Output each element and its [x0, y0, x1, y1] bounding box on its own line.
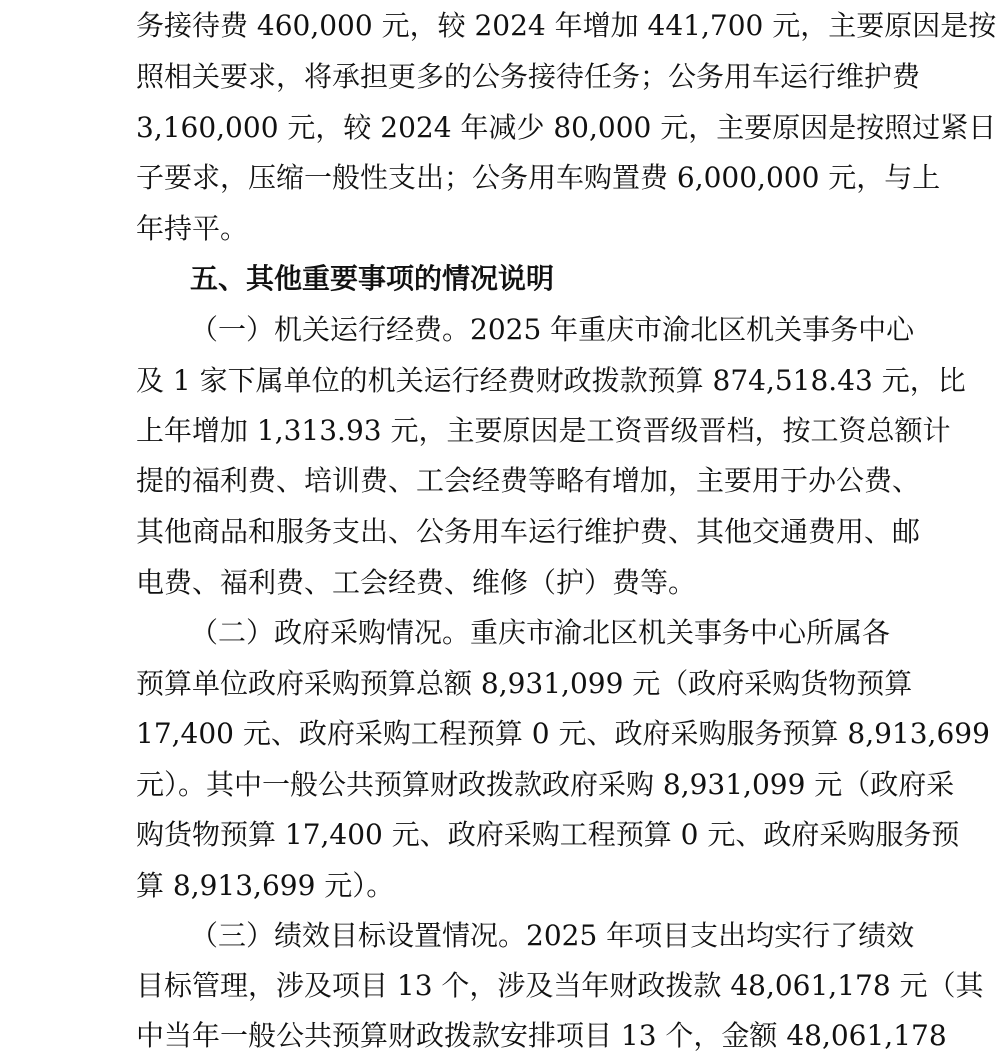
- text-line: 照相关要求，将承担更多的公务接待任务；公务用车运行维护费: [136, 60, 921, 93]
- text-line: 及 1 家下属单位的机关运行经费财政拨款预算 874,518.43 元，比: [136, 364, 966, 397]
- text-line: （三）绩效目标设置情况。2025 年项目支出均实行了绩效: [190, 919, 915, 952]
- text-line: 3,160,000 元，较 2024 年减少 80,000 元，主要原因是按照过紧日: [136, 111, 997, 144]
- text-line: 购货物预算 17,400 元、政府采购工程预算 0 元、政府采购服务预: [136, 818, 960, 851]
- text-line: 元）。其中一般公共预算财政拨款政府采购 8,931,099 元（政府采: [136, 768, 955, 801]
- text-line: 目标管理，涉及项目 13 个，涉及当年财政拨款 48,061,178 元（其: [136, 969, 984, 1002]
- section-heading: 五、其他重要事项的情况说明: [190, 262, 555, 295]
- text-line: 17,400 元、政府采购工程预算 0 元、政府采购服务预算 8,913,699: [136, 717, 990, 750]
- text-line: 子要求，压缩一般性支出；公务用车购置费 6,000,000 元，与上: [136, 161, 941, 194]
- text-line: （一）机关运行经费。2025 年重庆市渝北区机关事务中心: [190, 313, 915, 346]
- text-line: 年持平。: [136, 212, 249, 245]
- text-line: 中当年一般公共预算财政拨款安排项目 13 个，金额 48,061,178: [136, 1019, 947, 1052]
- text-line: 算 8,913,699 元）。: [136, 869, 395, 902]
- text-line: 提的福利费、培训费、工会经费等略有增加，主要用于办公费、: [136, 464, 921, 497]
- text-line: 务接待费 460,000 元，较 2024 年增加 441,700 元，主要原因是按: [136, 9, 997, 42]
- text-line: 上年增加 1,313.93 元，主要原因是工资晋级晋档，按工资总额计: [136, 414, 951, 447]
- text-line: 其他商品和服务支出、公务用车运行维护费、其他交通费用、邮: [136, 515, 921, 548]
- text-line: 电费、福利费、工会经费、维修（护）费等。: [136, 566, 697, 599]
- text-line: （二）政府采购情况。重庆市渝北区机关事务中心所属各: [190, 616, 891, 649]
- text-line: 预算单位政府采购预算总额 8,931,099 元（政府采购货物预算: [136, 667, 913, 700]
